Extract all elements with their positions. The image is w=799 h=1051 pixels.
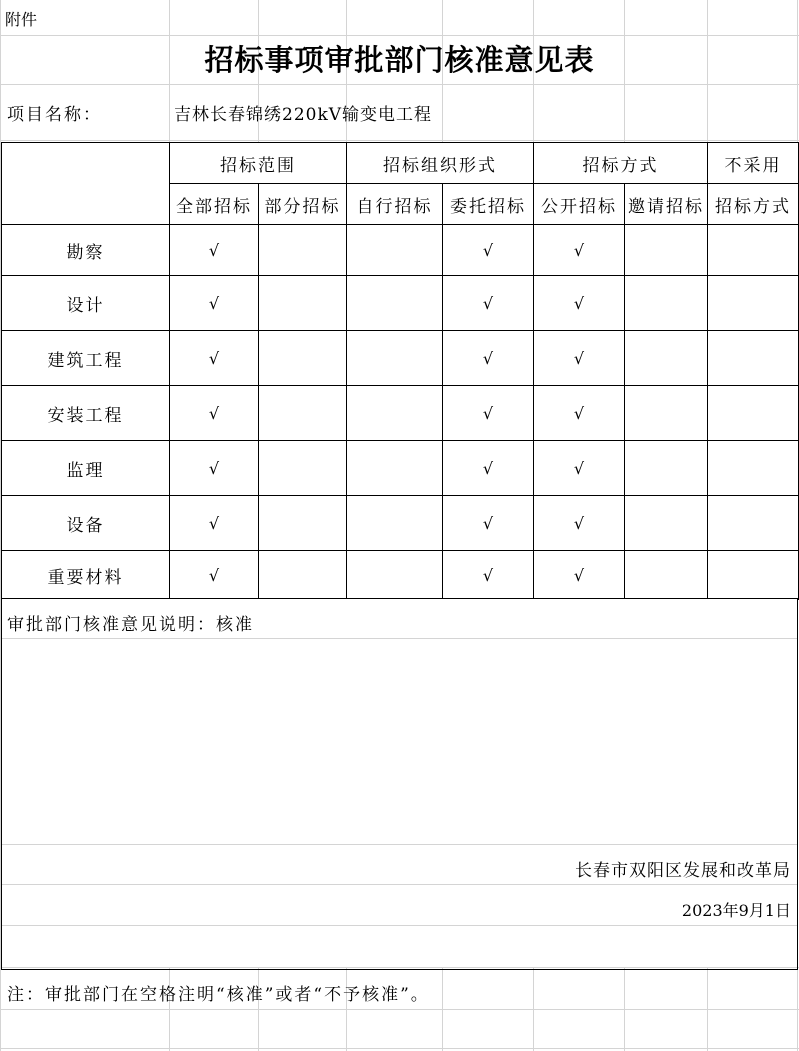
check-entrusted: √ [443,496,534,551]
footnote: 注：审批部门在空格注明“核准”或者“不予核准”。 [7,985,430,1005]
check-invited [625,441,708,496]
header-not-adopted: 不采用 [708,143,799,184]
check-open: √ [534,225,625,276]
approving-department: 长春市双阳区发展和改革局 [575,861,791,881]
check-full: √ [170,551,259,600]
check-partial [259,386,347,441]
table-row [2,496,799,551]
check-invited [625,551,708,600]
check-self [347,551,443,600]
subheader-partial: 部分招标 [259,184,347,225]
table-row [2,441,799,496]
check-partial [259,331,347,386]
table-row [2,551,799,600]
project-name-value: 吉林长春锦绣220kV输变电工程 [174,105,433,125]
check-self [347,225,443,276]
check-open: √ [534,496,625,551]
opinion-box [1,598,798,970]
subheader-entrusted: 委托招标 [443,184,534,225]
check-self [347,276,443,331]
check-invited [625,386,708,441]
table-row [2,225,799,276]
check-full: √ [170,276,259,331]
check-full: √ [170,225,259,276]
check-open: √ [534,551,625,600]
check-self [347,386,443,441]
check-entrusted: √ [443,441,534,496]
check-invited [625,496,708,551]
check-not-adopted [708,441,799,496]
check-invited [625,276,708,331]
check-not-adopted [708,225,799,276]
check-full: √ [170,386,259,441]
check-not-adopted [708,496,799,551]
row-item-label: 设备 [2,496,170,551]
row-item-label: 勘察 [2,225,170,276]
check-open: √ [534,386,625,441]
subheader-self: 自行招标 [347,184,443,225]
header-scope: 招标范围 [170,143,347,184]
table-row [2,276,799,331]
check-partial [259,225,347,276]
check-not-adopted [708,331,799,386]
check-full: √ [170,441,259,496]
table-row [2,331,799,386]
check-invited [625,331,708,386]
subheader-open: 公开招标 [534,184,625,225]
check-invited [625,225,708,276]
check-entrusted: √ [443,276,534,331]
opinion-label: 审批部门核准意见说明：核准 [7,615,254,635]
check-self [347,441,443,496]
subheader-not-adopted: 招标方式 [708,184,799,225]
check-open: √ [534,276,625,331]
check-self [347,331,443,386]
project-name-label: 项目名称： [7,105,102,125]
check-full: √ [170,496,259,551]
subheader-full: 全部招标 [170,184,259,225]
check-entrusted: √ [443,225,534,276]
check-not-adopted [708,551,799,600]
check-entrusted: √ [443,386,534,441]
check-partial [259,276,347,331]
header-corner-cell [2,143,170,225]
check-self [347,496,443,551]
attachment-label: 附件 [5,10,38,29]
row-item-label: 监理 [2,441,170,496]
subheader-invited: 邀请招标 [625,184,708,225]
check-open: √ [534,441,625,496]
check-partial [259,551,347,600]
header-method: 招标方式 [534,143,708,184]
check-not-adopted [708,276,799,331]
check-full: √ [170,331,259,386]
page-title: 招标事项审批部门核准意见表 [204,43,595,77]
approval-date: 2023年9月1日 [681,901,791,920]
row-item-label: 建筑工程 [2,331,170,386]
row-item-label: 设计 [2,276,170,331]
check-entrusted: √ [443,551,534,600]
table-row [2,386,799,441]
approval-table [1,142,799,600]
row-item-label: 重要材料 [2,551,170,600]
check-open: √ [534,331,625,386]
check-partial [259,496,347,551]
check-entrusted: √ [443,331,534,386]
check-not-adopted [708,386,799,441]
check-partial [259,441,347,496]
header-organization: 招标组织形式 [347,143,534,184]
row-item-label: 安装工程 [2,386,170,441]
